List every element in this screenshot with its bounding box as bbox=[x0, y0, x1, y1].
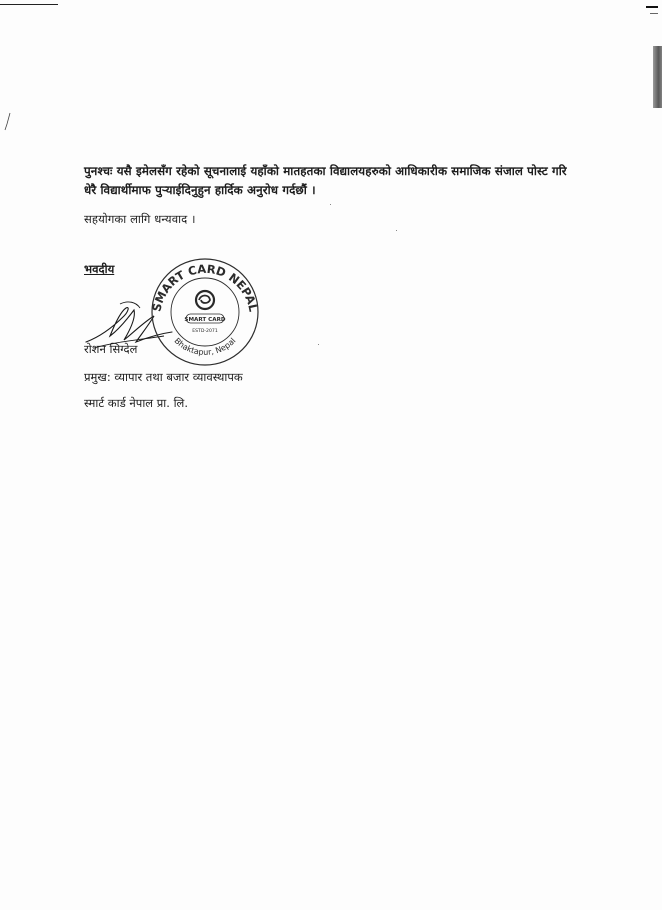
signatory-name: रोशन सिग्देल bbox=[84, 342, 138, 356]
scan-speck bbox=[330, 204, 331, 205]
thanks-line: सहयोगका लागि धन्यवाद । bbox=[84, 212, 196, 226]
scan-speck bbox=[396, 230, 397, 231]
scan-pen-mark bbox=[4, 112, 12, 132]
closing-salutation: भवदीय bbox=[84, 262, 115, 276]
scan-corner-mark-small bbox=[650, 13, 658, 14]
scan-edge-shadow bbox=[653, 46, 662, 108]
signatory-title: प्रमुख: व्यापार तथा बजार व्यावस्थापक bbox=[84, 370, 243, 384]
seal-ring-text-top: SMART CARD NEPAL bbox=[149, 261, 261, 313]
scan-corner-mark bbox=[646, 6, 658, 8]
scan-speck bbox=[318, 344, 319, 345]
company-name: स्मार्ट कार्ड नेपाल प्रा. लि. bbox=[84, 396, 189, 410]
scan-edge-line bbox=[0, 4, 58, 5]
postscript-paragraph: पुनश्चः यसै इमेलसँग रहेको सूचनालाई यहाँको मातहतका विद्यालयहरुको आधिकारीक समाजिक संजाल पोस्ट गरि धेरै विद्यार्थीमाफ पुर्‍याईदिनुहुन हार्दिक अनुरोध गर्दछौं । bbox=[84, 164, 567, 197]
seal-estd-text: ESTD-2071 bbox=[192, 329, 218, 334]
seal-ring-text-bottom: Bhaktapur, Nepal bbox=[172, 336, 238, 357]
seal-logo-text: SMART CARD bbox=[184, 317, 226, 323]
seal-logo-icon bbox=[196, 291, 214, 309]
